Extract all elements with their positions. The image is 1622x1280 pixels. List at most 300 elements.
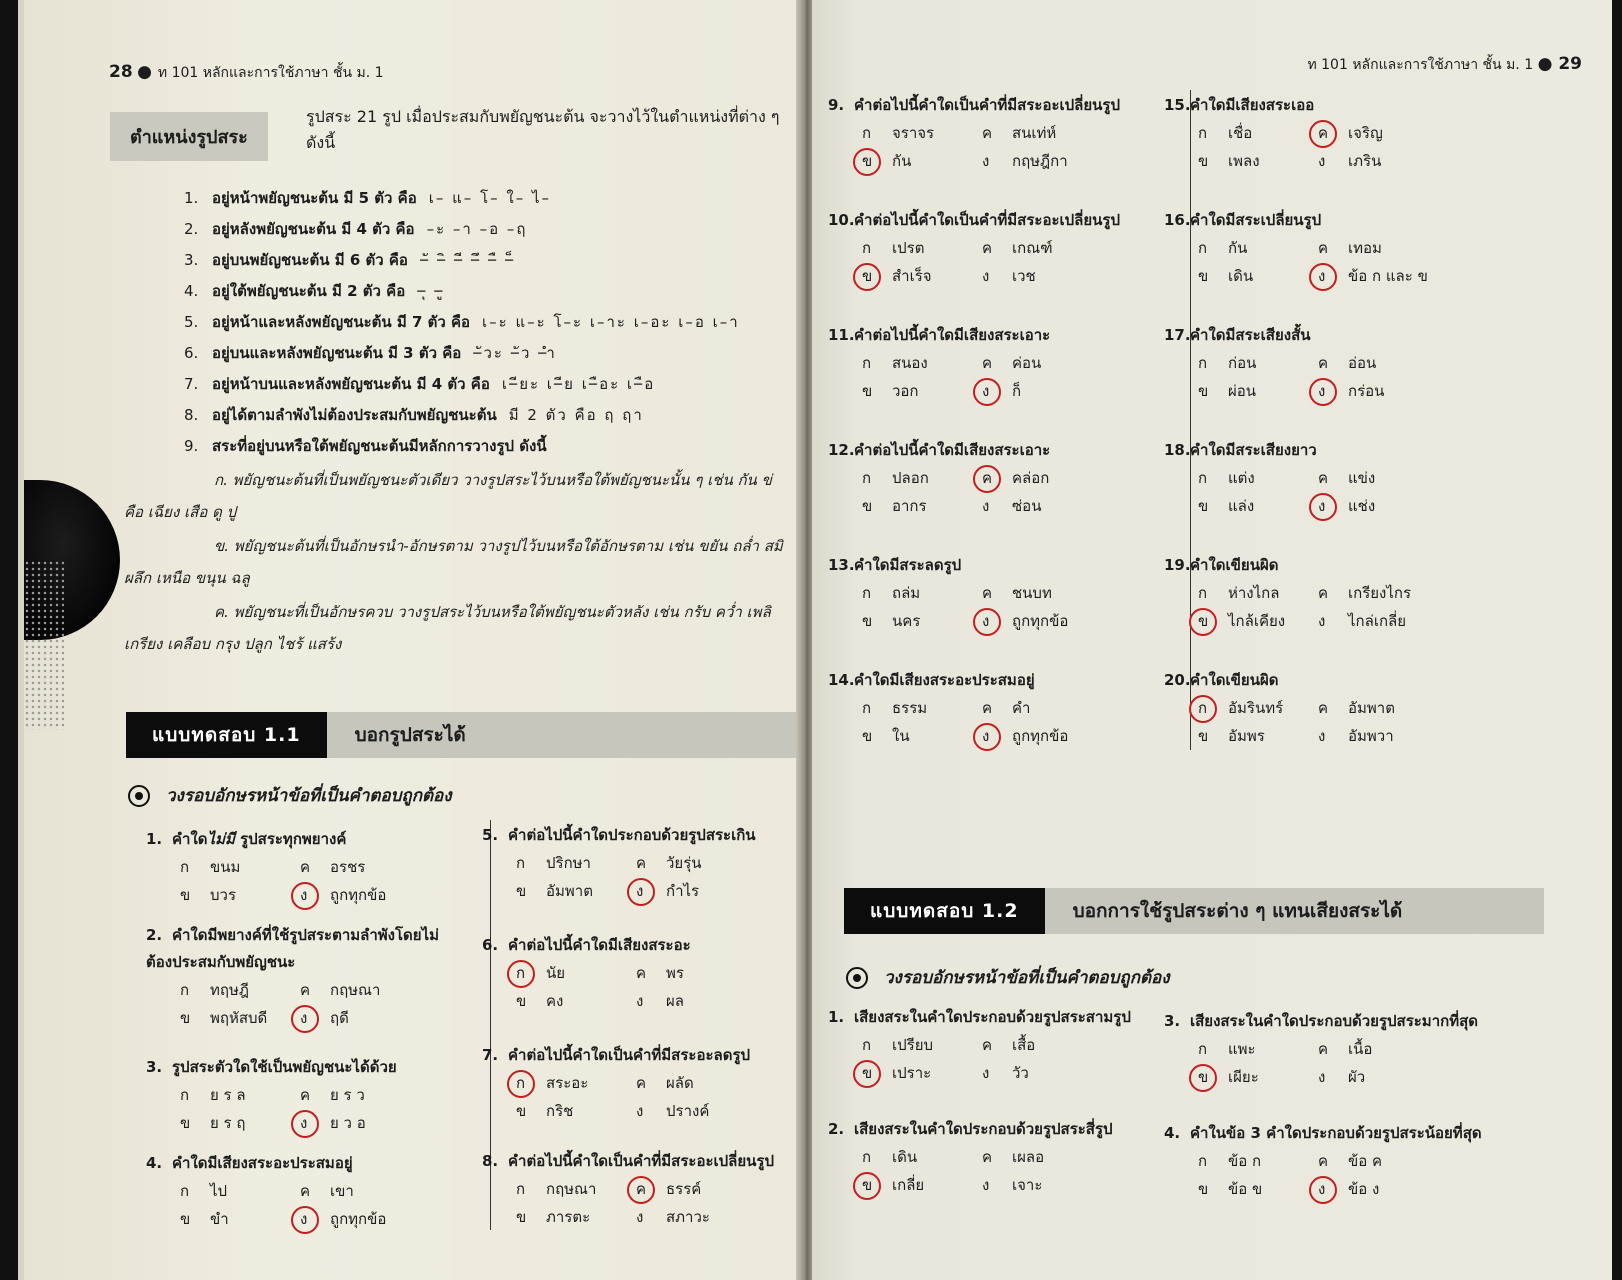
option-letter: ก — [516, 1069, 546, 1097]
option-text: อัมพร — [1228, 727, 1265, 745]
question-text — [828, 92, 1132, 119]
rule-number: 5. — [184, 313, 199, 331]
question-text — [1164, 552, 1468, 579]
option[interactable] — [862, 464, 982, 492]
rule-number: 3. — [184, 251, 199, 269]
question-text — [482, 1042, 786, 1069]
sub-rule-text: เกรียง เคลือบ กรุง ปลูก ไชร้ แสร้ง — [124, 635, 342, 653]
rule-number: 2. — [184, 220, 199, 238]
option[interactable] — [300, 1081, 450, 1109]
option[interactable] — [180, 1109, 300, 1137]
option-letter: ค — [982, 1036, 993, 1054]
question-number: 18. — [1164, 441, 1191, 459]
option-text: สนเท่ห์ — [1012, 124, 1057, 142]
question-number: 16. — [1164, 211, 1191, 229]
question-stem: คำต่อไปนี้คำใดเป็นคำที่มีสระอะเปลี่ยนรูป — [508, 1152, 774, 1170]
option-letter: ก — [516, 959, 546, 987]
option-selected[interactable] — [300, 881, 450, 909]
option-letter: ข — [516, 1208, 527, 1226]
option-selected[interactable] — [1318, 1175, 1468, 1203]
option[interactable] — [180, 881, 300, 909]
option-text: เดิน — [892, 1148, 918, 1166]
option[interactable] — [300, 976, 450, 1004]
option-selected[interactable] — [300, 1109, 450, 1137]
option[interactable] — [862, 119, 982, 147]
option[interactable] — [1198, 1035, 1318, 1063]
option-text: ฤดี — [330, 1009, 349, 1027]
option-text: อัมพาต — [1348, 699, 1395, 717]
option-text: เขา — [330, 1182, 354, 1200]
option-selected[interactable] — [862, 262, 982, 290]
question-number: 3. — [146, 1058, 163, 1076]
option-selected[interactable] — [1318, 377, 1468, 405]
option-grid — [1198, 1147, 1482, 1203]
question-stem: คำในข้อ 3 คำใดประกอบด้วยรูปสระน้อยที่สุด — [1190, 1124, 1482, 1142]
question-stem: คำต่อไปนี้คำใดมีเสียงสระเอาะ — [854, 441, 1051, 459]
option-letter: ข — [862, 727, 873, 745]
option-letter: ข — [862, 497, 873, 515]
question — [828, 667, 1132, 750]
option[interactable] — [862, 377, 982, 405]
option-selected[interactable] — [300, 1004, 450, 1032]
question-number: 3. — [1164, 1012, 1181, 1030]
radio-bullet-icon — [128, 785, 150, 807]
option-grid — [862, 694, 1132, 750]
rule-text: สระที่อยู่บนหรือใต้พยัญชนะต้นมีหลักการวางรูป ดังนี้ — [212, 437, 547, 455]
question-stem: คำต่อไปนี้คำใดเป็นคำที่มีสระอะลดรูป — [508, 1046, 751, 1064]
option-text: ไกล่เกลี่ย — [1348, 612, 1407, 630]
option-text: กำไร — [666, 882, 700, 900]
option[interactable] — [180, 976, 300, 1004]
option-grid — [516, 849, 786, 905]
question-number: 7. — [482, 1046, 499, 1064]
option[interactable] — [180, 1205, 300, 1233]
option-text: กร่อน — [1348, 382, 1385, 400]
question-stem: คำใดเขียนผิด — [1190, 671, 1279, 689]
option-grid — [1198, 1035, 1478, 1091]
option-letter: ข — [862, 382, 873, 400]
option-grid — [180, 1081, 450, 1137]
rule-text: อยู่ได้ตามลำพังไม่ต้องประสมกับพยัญชนะต้น — [212, 406, 497, 424]
option-text: สภาวะ — [666, 1208, 710, 1226]
question-stem: เสียงสระในคำใดประกอบด้วยรูปสระมากที่สุด — [1190, 1012, 1478, 1030]
question — [1164, 552, 1468, 635]
option-letter: ค — [636, 1175, 666, 1203]
option-text: ขำ — [210, 1210, 229, 1228]
rule-number: 8. — [184, 406, 199, 424]
option-text: บวร — [210, 886, 237, 904]
question-stem: คำใดเขียนผิด — [1190, 556, 1279, 574]
option[interactable] — [1198, 1175, 1318, 1203]
option-text: คล่อก — [1012, 469, 1050, 487]
option[interactable] — [516, 849, 636, 877]
rule-item — [184, 217, 740, 248]
option[interactable] — [1198, 262, 1318, 290]
option-letter: ค — [1318, 354, 1329, 372]
option[interactable] — [1318, 464, 1468, 492]
option-letter: ง — [1318, 262, 1348, 290]
question — [146, 826, 450, 909]
question-number: 4. — [146, 1154, 163, 1172]
option-selected[interactable] — [982, 464, 1132, 492]
option-grid — [1198, 234, 1468, 290]
option[interactable] — [982, 1143, 1132, 1171]
option[interactable] — [1198, 464, 1318, 492]
option-letter: ง — [1318, 727, 1326, 745]
option-text: ข้อ ข — [1228, 1180, 1263, 1198]
question-text — [1164, 322, 1468, 349]
option[interactable] — [1318, 147, 1468, 175]
question-text — [828, 1004, 1132, 1031]
option-letter: ก — [1198, 584, 1208, 602]
question — [146, 1054, 450, 1137]
option[interactable] — [1318, 1147, 1468, 1175]
option-text: ผล — [666, 992, 684, 1010]
question-number: 19. — [1164, 556, 1191, 574]
option[interactable] — [636, 849, 786, 877]
question-text — [1164, 92, 1468, 119]
question — [828, 1116, 1132, 1199]
option[interactable] — [516, 987, 636, 1015]
option-letter: ก — [180, 858, 190, 876]
option-letter: ง — [636, 877, 666, 905]
option-text: สนอง — [892, 354, 928, 372]
option-letter: ก — [1198, 124, 1208, 142]
option-letter: ก — [180, 1086, 190, 1104]
option-letter: ข — [516, 1102, 527, 1120]
question-number: 9. — [828, 96, 845, 114]
option-selected[interactable] — [636, 1175, 786, 1203]
option[interactable] — [862, 694, 982, 722]
question-text — [828, 322, 1132, 349]
option[interactable] — [516, 1175, 636, 1203]
option-text: ข้อ ก — [1228, 1152, 1262, 1170]
option-text: ธรรค์ — [666, 1180, 702, 1198]
option-selected[interactable] — [982, 607, 1132, 635]
option[interactable] — [862, 1143, 982, 1171]
instruction-text: วงรอบอักษรหน้าข้อที่เป็นคำตอบถูกต้อง — [884, 968, 1170, 988]
option-letter: ง — [636, 992, 644, 1010]
option-letter: ค — [1318, 584, 1329, 602]
option-selected[interactable] — [636, 877, 786, 905]
option-grid — [1198, 579, 1468, 635]
option-letter: ก — [1198, 239, 1208, 257]
option-text: อัมพาต — [546, 882, 593, 900]
question — [1164, 92, 1468, 175]
rule-text: อยู่หน้าพยัญชนะต้น มี 5 ตัว คือ — [212, 189, 417, 207]
option-text: กฤษฎีกา — [1012, 152, 1068, 170]
option-letter: ง — [636, 1102, 644, 1120]
option-text: กัน — [1228, 239, 1248, 257]
option-selected[interactable] — [982, 377, 1132, 405]
intro-text — [306, 104, 779, 156]
option[interactable] — [516, 1203, 636, 1231]
option[interactable] — [982, 349, 1132, 377]
option-letter: ง — [1318, 1068, 1326, 1086]
question-text — [828, 437, 1132, 464]
question-number: 15. — [1164, 96, 1191, 114]
option-letter: ค — [300, 1086, 311, 1104]
option-letter: ค — [300, 858, 311, 876]
question — [1164, 207, 1468, 290]
option[interactable] — [1198, 234, 1318, 262]
rule-symbols: –ั –ิ –ี –ึ –ื –็ — [419, 251, 516, 269]
option-text: ปรางค์ — [666, 1102, 710, 1120]
option-letter: ข — [180, 886, 191, 904]
option-selected[interactable] — [1198, 694, 1318, 722]
option-letter: ก — [862, 354, 872, 372]
option-letter: ก — [516, 1180, 526, 1198]
exercise-banner — [844, 888, 1544, 934]
option[interactable] — [1198, 349, 1318, 377]
option[interactable] — [1318, 694, 1468, 722]
option-letter: ค — [982, 699, 993, 717]
question-number: 12. — [828, 441, 855, 459]
question-number: 5. — [482, 826, 499, 844]
question-number: 10. — [828, 211, 855, 229]
option[interactable] — [982, 579, 1132, 607]
question-number: 17. — [1164, 326, 1191, 344]
option[interactable] — [1198, 119, 1318, 147]
option-letter: ก — [862, 584, 872, 602]
option-selected[interactable] — [862, 1059, 982, 1087]
option-letter: ง — [982, 377, 1012, 405]
question — [828, 322, 1132, 405]
question — [146, 922, 450, 1032]
left-page — [18, 0, 814, 1280]
option-selected[interactable] — [300, 1205, 450, 1233]
option[interactable] — [1318, 1063, 1468, 1091]
option[interactable] — [1198, 1147, 1318, 1175]
option-letter: ก — [862, 699, 872, 717]
option-text: เปราะ — [892, 1064, 932, 1082]
option[interactable] — [862, 722, 982, 750]
option[interactable] — [1318, 607, 1468, 635]
option-letter: ก — [180, 1182, 190, 1200]
option-text: เนื้อ — [1348, 1040, 1373, 1058]
option-letter: ข — [516, 992, 527, 1010]
option-selected[interactable] — [1318, 119, 1468, 147]
option-text: เผียะ — [1228, 1068, 1259, 1086]
option[interactable] — [1318, 234, 1468, 262]
option-grid — [862, 119, 1132, 175]
instruction — [846, 964, 1170, 991]
rule-item — [184, 279, 740, 310]
rules-list — [184, 186, 740, 465]
rule-item — [184, 403, 740, 434]
option[interactable] — [862, 607, 982, 635]
option-selected[interactable] — [516, 959, 636, 987]
option-text: เจาะ — [1012, 1176, 1043, 1194]
option-text: เจริญ — [1348, 124, 1383, 142]
option-selected[interactable] — [1318, 262, 1468, 290]
rule-text: อยู่บนและหลังพยัญชนะต้น มี 3 ตัว คือ — [212, 344, 462, 362]
question-text — [482, 932, 786, 959]
option-grid — [862, 1031, 1132, 1087]
question-text — [828, 207, 1132, 234]
option[interactable] — [982, 1059, 1132, 1087]
option-text: ขนม — [210, 858, 241, 876]
instruction-text: วงรอบอักษรหน้าข้อที่เป็นคำตอบถูกต้อง — [166, 786, 452, 806]
option-selected[interactable] — [1198, 1063, 1318, 1091]
option-text: ย ร ล — [210, 1086, 246, 1104]
question — [1164, 1120, 1482, 1203]
option[interactable] — [636, 987, 786, 1015]
question-stem: คำต่อไปนี้คำใดเป็นคำที่มีสระอะเปลี่ยนรูป — [854, 96, 1120, 114]
option[interactable] — [636, 959, 786, 987]
question-number: 8. — [482, 1152, 499, 1170]
question-emphasis: ไม่มี — [207, 830, 235, 848]
option-letter: ค — [982, 464, 1012, 492]
option[interactable] — [1318, 349, 1468, 377]
option[interactable] — [180, 853, 300, 881]
option[interactable] — [982, 119, 1132, 147]
option[interactable] — [180, 1004, 300, 1032]
sub-rule-text: ผลึก เหนือ ขนุน ฉลู — [124, 569, 250, 587]
option[interactable] — [1198, 377, 1318, 405]
page-number: 28 — [109, 62, 133, 82]
option-letter: ง — [982, 1064, 990, 1082]
option[interactable] — [1198, 722, 1318, 750]
question — [1164, 322, 1468, 405]
option[interactable] — [862, 349, 982, 377]
sub-rule-text: ค. พยัญชนะที่เป็นอักษรควบ วางรูปสระไว้บนหรือใต้พยัญชนะตัวหลัง เช่น กรับ คว่ำ เพลิ — [214, 603, 771, 621]
sub-rule-text: ข. พยัญชนะต้นที่เป็นอักษรนำ-อักษรตาม วางรูปไว้บนหรือใต้อักษรตาม เช่น ขยัน ถล่ำ สมิ — [214, 537, 783, 555]
option-grid — [516, 959, 786, 1015]
option-text: ถูกทุกข้อ — [330, 886, 387, 904]
option[interactable] — [1318, 579, 1468, 607]
option[interactable] — [300, 853, 450, 881]
option-text: เสื้อ — [1012, 1036, 1036, 1054]
option-selected[interactable] — [862, 147, 982, 175]
question-stem: คำต่อไปนี้คำใดมีเสียงสระอะ — [508, 936, 691, 954]
option-text: ห่างไกล — [1228, 584, 1280, 602]
option[interactable] — [516, 877, 636, 905]
option-grid — [180, 976, 450, 1032]
question-stem-end: รูปสระทุกพยางค์ — [234, 830, 347, 848]
rule-symbols: เ–ะ แ–ะ โ–ะ เ–าะ เ–อะ เ–อ เ–า — [482, 313, 740, 331]
option[interactable] — [982, 1031, 1132, 1059]
question-text — [828, 1116, 1132, 1143]
option[interactable] — [180, 1081, 300, 1109]
option[interactable] — [982, 694, 1132, 722]
option[interactable] — [982, 262, 1132, 290]
option-selected[interactable] — [1198, 607, 1318, 635]
question-text — [1164, 437, 1468, 464]
rule-text: อยู่หน้าบนและหลังพยัญชนะต้น มี 4 ตัว คือ — [212, 375, 490, 393]
option-text: วัว — [1012, 1064, 1029, 1082]
option-text: ถูกทุกข้อ — [330, 1210, 387, 1228]
option[interactable] — [636, 1069, 786, 1097]
exercise-banner — [126, 712, 814, 758]
option-text: เทอม — [1348, 239, 1382, 257]
option-text: เดิน — [1228, 267, 1254, 285]
option-text: ย ร ว — [330, 1086, 365, 1104]
option-selected[interactable] — [1318, 492, 1468, 520]
option[interactable] — [862, 579, 982, 607]
option[interactable] — [636, 1097, 786, 1125]
option[interactable] — [982, 492, 1132, 520]
rule-item — [184, 248, 740, 279]
question-stem: เสียงสระในคำใดประกอบด้วยรูปสระสี่รูป — [854, 1120, 1113, 1138]
question — [828, 552, 1132, 635]
option[interactable] — [1318, 722, 1468, 750]
option[interactable] — [982, 234, 1132, 262]
option-text: ปริกษา — [546, 854, 591, 872]
option-letter: ก — [1198, 1152, 1208, 1170]
sub-rule-text: คือ เฉียง เสือ ดู ปู — [124, 503, 237, 521]
question-text — [482, 1148, 786, 1175]
option-grid — [862, 464, 1132, 520]
question-number: 1. — [828, 1008, 845, 1026]
option[interactable] — [862, 492, 982, 520]
option-text: ถล่ม — [892, 584, 921, 602]
question — [828, 207, 1132, 290]
option[interactable] — [300, 1177, 450, 1205]
option-text: เกรียงไกร — [1348, 584, 1412, 602]
option[interactable] — [1198, 492, 1318, 520]
question — [1164, 437, 1468, 520]
option-text: ผ่อน — [1228, 382, 1257, 400]
option-letter: ง — [300, 1205, 330, 1233]
option-text: ซ่อน — [1012, 497, 1042, 515]
option-grid — [1198, 119, 1468, 175]
option-letter: ค — [1318, 469, 1329, 487]
option-selected[interactable] — [862, 1171, 982, 1199]
question-stem: คำใด — [172, 830, 208, 848]
option[interactable] — [1318, 1035, 1468, 1063]
option-letter: ค — [982, 354, 993, 372]
question-number: 14. — [828, 671, 855, 689]
option-letter: ค — [982, 239, 993, 257]
option[interactable] — [1198, 147, 1318, 175]
option-text: นัย — [546, 964, 566, 982]
rule-text: อยู่หลังพยัญชนะต้น มี 4 ตัว คือ — [212, 220, 415, 238]
option-grid — [1198, 349, 1468, 405]
option[interactable] — [516, 1097, 636, 1125]
option-text: เปรต — [892, 239, 925, 257]
thumb-pattern — [24, 560, 64, 730]
option-text: พฤหัสบดี — [210, 1009, 268, 1027]
option[interactable] — [982, 1171, 1132, 1199]
option-text: ข้อ ก และ ข — [1348, 267, 1428, 285]
rule-item — [184, 372, 740, 403]
option-selected[interactable] — [982, 722, 1132, 750]
question-text — [1164, 1120, 1482, 1147]
option[interactable] — [982, 147, 1132, 175]
option-grid — [180, 853, 450, 909]
option-text: ทฤษฎี — [210, 981, 249, 999]
question-text — [146, 1150, 450, 1177]
rule-symbols: มี 2 ตัว คือ ฤ ฤา — [508, 406, 644, 424]
question-stem: คำใดมีสระเสียงสั้น — [1190, 326, 1311, 344]
option[interactable] — [862, 1031, 982, 1059]
option-letter: ข — [862, 262, 892, 290]
option-text: แพะ — [1228, 1040, 1256, 1058]
option-text: ข้อ ค — [1348, 1152, 1383, 1170]
option-text: สระอะ — [546, 1074, 589, 1092]
option-text: คง — [546, 992, 564, 1010]
question — [828, 437, 1132, 520]
question-number: 2. — [828, 1120, 845, 1138]
rule-text: อยู่ใต้พยัญชนะต้น มี 2 ตัว คือ — [212, 282, 406, 300]
option-selected[interactable] — [516, 1069, 636, 1097]
option-letter: ก — [862, 1148, 872, 1166]
option[interactable] — [180, 1177, 300, 1205]
option[interactable] — [1198, 579, 1318, 607]
option[interactable] — [862, 234, 982, 262]
option[interactable] — [636, 1203, 786, 1231]
